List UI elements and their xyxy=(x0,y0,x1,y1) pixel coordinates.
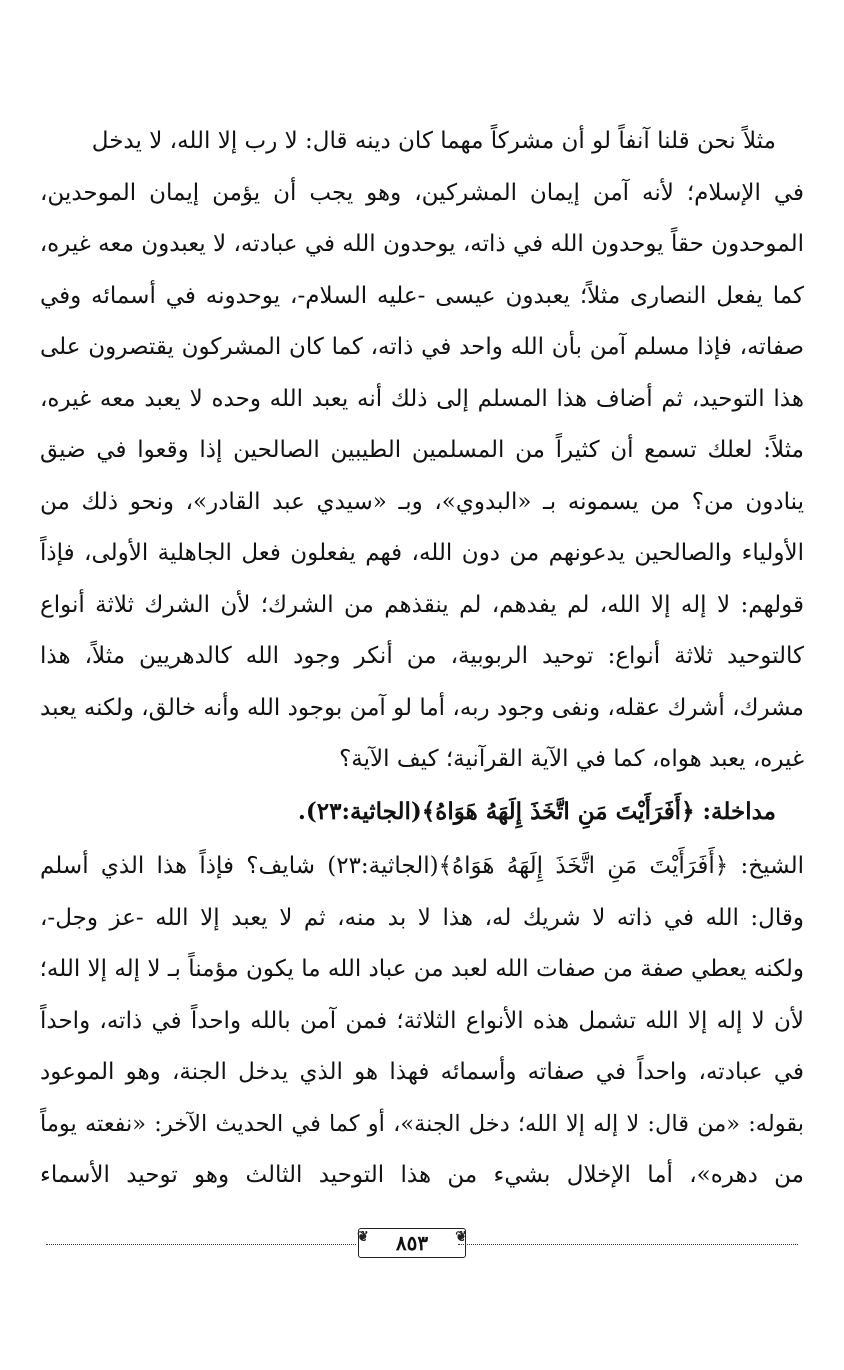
text-line: كالتوحيد ثلاثة أنواع: توحيد الربوبية، من أنكر وجود الله كالدهريين مثلاً، هذا xyxy=(40,643,804,669)
text-line: في عبادته، واحداً في صفاته وأسمائه فهذا هو الذي يدخل الجنة، وهو الموعود xyxy=(40,1059,804,1085)
text-line: الشيخ: ﴿أَفَرَأَيْتَ مَنِ اتَّخَذَ إِلَهَهُ هَوَاهُ﴾(الجاثية:٢٣) شايف؟ فإذاً هذا الذي أسلم xyxy=(40,853,804,879)
text-line: الأولياء والصالحين يدعونهم من دون الله، فهم يفعلون فعل الجاهلية الأولى، فإذاً xyxy=(40,540,804,566)
footer-dotted-rule xyxy=(46,1244,356,1245)
interjection-line: مداخلة: ﴿أَفَرَأَيْتَ مَنِ اتَّخَذَ إِلَهَهُ هَوَاهُ﴾(الجاثية:٢٣). xyxy=(297,797,776,825)
page-number-frame xyxy=(358,1228,466,1258)
text-line: ينادون من؟ من يسمونه بـ «البدوي»، وبـ «سيدي عبد القادر»، ونحو ذلك من xyxy=(40,488,804,515)
text-line: غيره، يعبد هواه، كما في الآية القرآنية؛ كيف الآية؟ xyxy=(339,746,804,772)
text-line: ولكنه يعطي صفة من صفات الله لعبد من عباد الله ما يكون مؤمناً بـ لا إله إلا الله؛ xyxy=(40,956,804,982)
body-text xyxy=(40,116,804,1202)
page-footer xyxy=(40,1228,804,1258)
text-line: هذا التوحيد، ثم أضاف هذا المسلم إلى ذلك أنه يعبد الله وحده لا يعبد معه غيره، xyxy=(40,385,804,412)
text-line: مشرك، أشرك عقله، ونفى وجود ربه، أما لو آمن بوجود الله وأنه خالق، ولكنه يعبد xyxy=(40,694,804,721)
page-number: ٨٥٣ xyxy=(395,1231,429,1255)
text-line: وقال: الله في ذاته لا شريك له، هذا لا بد منه، ثم لا يعبد إلا الله -عز وجل-، xyxy=(40,904,804,931)
text-line: في الإسلام؛ لأنه آمن إيمان المشركين، وهو يجب أن يؤمن إيمان الموحدين، xyxy=(40,179,804,206)
text-line: مثلاً: لعلك تسمع أن كثيراً من المسلمين الطيبين الصالحين إذا وقعوا في ضيق xyxy=(40,437,804,463)
text-line: بقوله: «من قال: لا إله إلا الله؛ دخل الجنة»، أو كما في الحديث الآخر: «نفعته يوماً xyxy=(40,1110,804,1137)
text-line: لأن لا إله إلا الله تشمل هذه الأنواع الثلاثة؛ فمن آمن بالله واحداً في ذاته، واحداً xyxy=(40,1007,804,1034)
text-line: كما يفعل النصارى مثلاً؛ يعبدون عيسى -عليه السلام-، يوحدونه في أسمائه وفي xyxy=(40,282,804,309)
corner-ornament-icon: ❦ xyxy=(357,1229,369,1245)
text-line: صفاته، فإذا مسلم آمن بأن الله واحد في ذاته، كما كان المشركون يقتصرون على xyxy=(40,334,804,360)
text-line: من دهره»، أما الإخلال بشيء من هذا التوحيد الثالث وهو توحيد الأسماء xyxy=(40,1162,804,1188)
footer-dotted-rule xyxy=(458,1244,798,1245)
text-line: مثلاً نحن قلنا آنفاً لو أن مشركاً مهما كان دينه قال: لا رب إلا الله، لا يدخل xyxy=(91,128,776,154)
text-line: قولهم: لا إله إلا الله، لم يفدهم، لم ينقذهم من الشرك؛ لأن الشرك ثلاثة أنواع xyxy=(40,591,804,618)
text-line: الموحدون حقاً يوحدون الله في ذاته، يوحدون الله في عبادته، لا يعبدون معه غيره، xyxy=(40,231,804,257)
corner-ornament-icon: ❦ xyxy=(455,1229,467,1245)
